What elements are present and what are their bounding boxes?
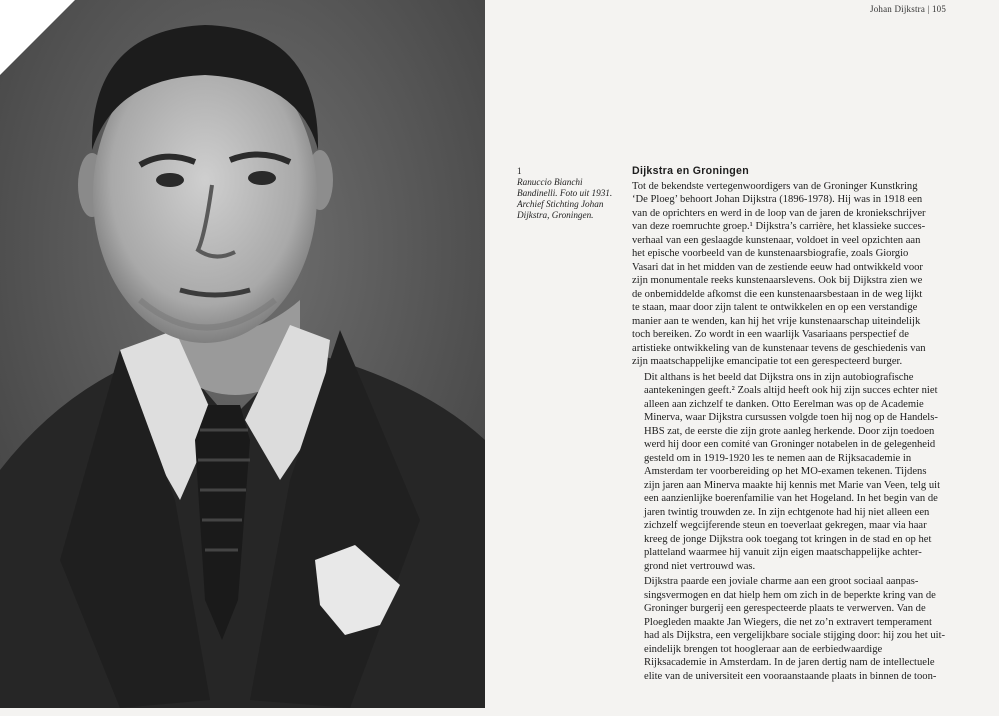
caption-line: Bandinelli. Foto uit 1931. (517, 188, 613, 198)
article-body (632, 165, 968, 685)
text-line: HBS zat, de eerste die zijn grote aanleg herkende. Door zijn toedoen (644, 425, 935, 437)
text-line: eindelijk brengen tot hoogleraar aan de eerbiedwaardige (644, 643, 883, 655)
text-line: zijn monumentale reeks kunstenaarslevens. Ook bij Dijkstra zien we (632, 275, 923, 286)
text-line: Rijksacademie in Amsterdam. In de jaren dertig nam de intellectuele (644, 657, 935, 668)
text-line: het epische voorbeeld van de kunstenaarsbiografie, zoals Giorgio (632, 248, 909, 259)
text-line: artistieke ontwikkeling van de kunstenaar tevens de geschiedenis van (632, 342, 926, 354)
text-line: had als Dijkstra, een vergelijkbare sociale stijging door: hij zou het uit- (644, 630, 946, 641)
text-line: grond niet vertrouwd was. (644, 560, 756, 572)
text-line: singsvermogen en dat hielp hem om zich in de beperkte kring van de (644, 589, 936, 601)
text-line: zijn jaren aan Minerva maakte hij kennis met Marie van Veen, telg uit (644, 479, 941, 491)
text-line: te staan, maar door zijn talent te ontwikkelen en op een verstandige (632, 302, 918, 313)
caption-line: Archief Stichting Johan (517, 199, 604, 209)
paragraph-1 (632, 180, 968, 369)
paragraph-3 (632, 575, 968, 683)
text-line: zichzelf wegcijferende steun en toeverlaat gekregen, maar via haar (644, 520, 927, 531)
text-line: Ploegleden maakte Jan Wiegers, die net zo’n extravert temperament (644, 616, 932, 628)
text-line: kreeg de jonge Dijkstra ook toegang tot kringen in de stad en op het (644, 533, 932, 545)
section-heading: Dijkstra en Groningen (632, 165, 749, 177)
text-line: zijn maatschappelijke emancipatie tot een gerespecteerd burger. (632, 356, 903, 367)
text-line: alleen aan zichzelf te danken. Otto Eerelman was op de Academie (644, 398, 924, 410)
text-line: werd hij door een comité van Groninger notabelen in de gelegenheid (644, 439, 936, 450)
caption-number: 1 (517, 166, 522, 176)
text-line: een aanzienlijke boerenfamilie van het Hogeland. In het begin van de (644, 493, 938, 504)
text-line: toch bereiken. Zo wordt in een waarlijk Vasariaans perspectief de (632, 329, 909, 340)
portrait-photo (0, 0, 485, 708)
text-line: Groninger burgerij een gerespecteerde plaats te verwerven. Van de (644, 603, 926, 614)
caption-line: Ranuccio Bianchi (517, 177, 583, 187)
portrait-illustration (0, 0, 485, 708)
text-line: aantekeningen geeft.² Zoals altijd heeft ook hij zijn succes echter niet (644, 385, 938, 396)
paragraph-2 (632, 371, 968, 574)
text-line: Amsterdam ter voorbereiding op het MO-examen tekenen. Tijdens (644, 466, 927, 477)
text-line: van deze roemruchte groep.¹ Dijkstra’s carrière, het klassieke succes- (632, 221, 926, 232)
text-line: elite van de universiteit een vooraanstaande plaats in binnen de toon- (644, 670, 937, 682)
text-line: Vasari dat in het midden van de zestiende eeuw had ontwikkeld voor (632, 261, 923, 273)
text-line: Dit althans is het beeld dat Dijkstra ons in zijn autobiografische (644, 371, 914, 383)
text-line: de onbemiddelde afkomst die een kunstenaarsbestaan in de weg lijkt (632, 288, 923, 300)
text-line: van de oprichters en werd in de loop van de jaren de kroniekschrijver (632, 207, 926, 219)
text-line: Dijkstra paarde een joviale charme aan een groot sociaal aanpas- (644, 576, 919, 587)
page-fold-corner (0, 0, 75, 75)
text-line: verhaal van een geslaagde kunstenaar, voldoet in veel opzichten aan (632, 234, 921, 246)
figure-caption (517, 166, 617, 221)
text-line: Tot de bekendste vertegenwoordigers van de Groninger Kunstkring (632, 180, 918, 192)
text-line: Minerva, waar Dijkstra cursussen volgde toen hij nog op de Handels- (644, 412, 938, 423)
text-line: jaren twintig trouwden ze. In zijn echtgenote had hij niet alleen een (644, 506, 930, 518)
running-header (870, 4, 946, 14)
text-line: platteland waarmee hij vanuit zijn eigen maatschappelijke achter- (644, 547, 922, 558)
text-line: manier aan te wenden, kan hij het vrije kunstenaarschap uiteindelijk (632, 315, 921, 327)
page-number: 105 (931, 4, 947, 14)
text-line: ‘De Ploeg’ behoort Johan Dijkstra (1896-1978). Hij was in 1918 een (632, 194, 923, 205)
running-title: Johan Dijkstra (870, 4, 926, 14)
text-line: gesteld om in 1919-1920 les te nemen aan de Rijksacademie in (644, 452, 912, 464)
header-separator: | (927, 4, 930, 14)
caption-line: Dijkstra, Groningen. (517, 210, 594, 220)
